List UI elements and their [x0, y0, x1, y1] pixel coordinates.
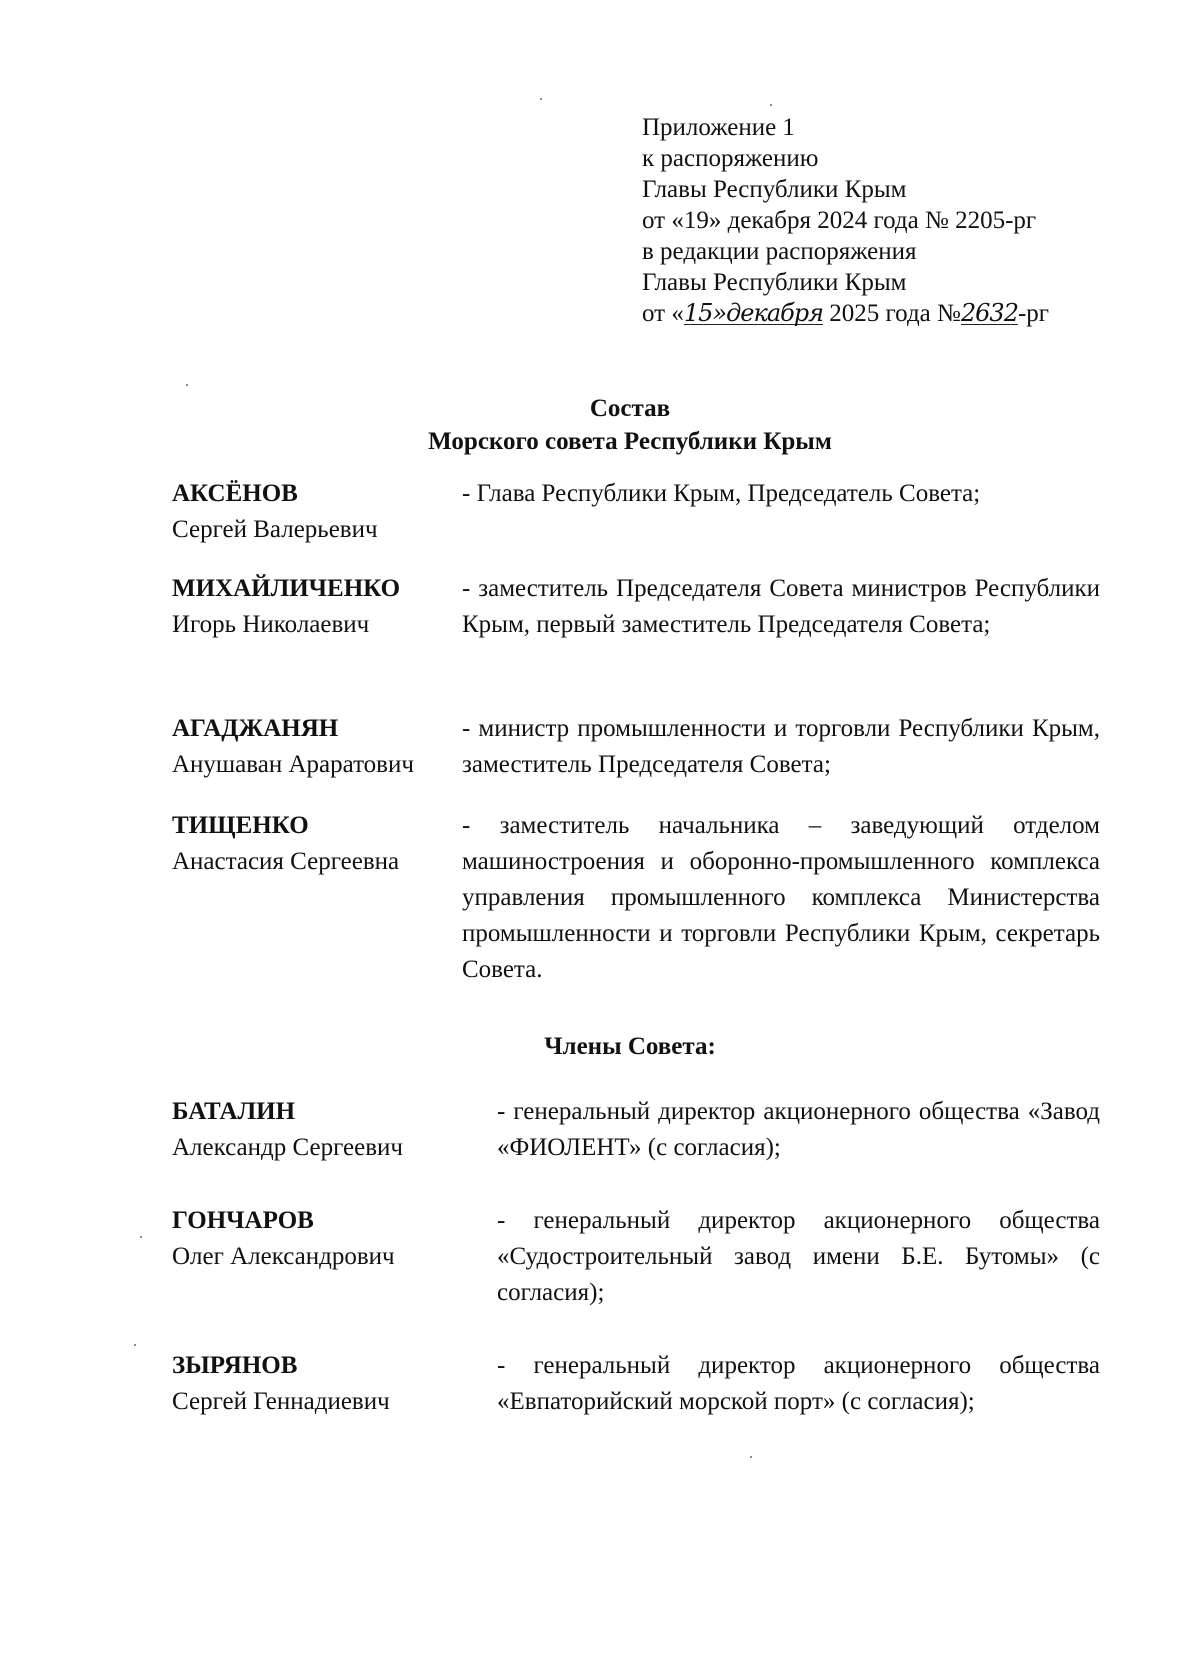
handwritten-month [712, 299, 824, 327]
member-given-name: Олег Александрович [172, 1243, 395, 1270]
handwritten-number [960, 299, 1018, 327]
scan-speck [140, 1236, 142, 1238]
scan-speck [186, 384, 188, 386]
person-given-name: Анушаван Араратович [172, 751, 414, 778]
number-suffix: -рг [1017, 300, 1050, 327]
person-given-name: Анастасия Сергеевна [172, 848, 400, 875]
person-name [172, 808, 462, 880]
date-year: 2025 года № [829, 300, 961, 327]
member-name [172, 1348, 462, 1420]
appendix-line-5: в редакции распоряжения [642, 238, 917, 265]
member-surname: ЗЫРЯНОВ [172, 1352, 298, 1379]
member-name [172, 1094, 462, 1166]
document-subtitle: Морского совета Республики Крым [428, 428, 832, 455]
appendix-line-3: Главы Республики Крым [642, 176, 907, 203]
appendix-line-1: Приложение 1 [642, 114, 795, 141]
scan-speck [770, 104, 772, 106]
handwritten-month-text: »декабря [712, 299, 824, 327]
scan-speck [134, 1344, 136, 1346]
handwritten-number-text: 2632 [960, 299, 1018, 327]
person-role: - заместитель Председателя Совета министров Республики Крым, первый заместитель Председателя Совета; [462, 575, 1100, 638]
person-role: - заместитель начальника – заведующий отделом машиностроения и оборонно-промышленного комплекса управления промышленного комплекса Министерства промышленности и торговли Республики Крым, секретарь Совета. [462, 812, 1100, 983]
appendix-line-7 [642, 298, 1049, 329]
person-name [172, 476, 462, 548]
handwritten-day-text: 15 [683, 299, 713, 327]
scan-speck [540, 98, 542, 100]
person-surname: МИХАЙЛИЧЕНКО [172, 575, 401, 602]
person-role: - Глава Республики Крым, Председатель Совета; [462, 480, 981, 507]
document-title: Состав [589, 395, 671, 422]
person-name [172, 571, 462, 643]
person-given-name: Игорь Николаевич [172, 611, 370, 638]
person-name [172, 711, 462, 783]
person-surname: АГАДЖАНЯН [172, 715, 339, 742]
member-role: - генеральный директор акционерного общества «Завод «ФИОЛЕНТ» (с согласия); [497, 1098, 1100, 1161]
person-role: - министр промышленности и торговли Республики Крым, заместитель Председателя Совета; [462, 715, 1100, 778]
member-given-name: Сергей Геннадиевич [172, 1388, 390, 1415]
appendix-line-4: от «19» декабря 2024 года № 2205-рг [642, 207, 1037, 234]
scan-speck [750, 1456, 752, 1458]
person-surname: ТИЩЕНКО [172, 812, 309, 839]
person-surname: АКСЁНОВ [172, 480, 298, 507]
member-role: - генеральный директор акционерного общества «Судостроительный завод имени Б.Е. Бутомы» (с согласия); [497, 1207, 1100, 1306]
appendix-line-2: к распоряжению [642, 145, 819, 172]
appendix-line-6: Главы Республики Крым [642, 269, 907, 296]
handwritten-day [683, 299, 713, 327]
member-role: - генеральный директор акционерного общества «Евпаторийский морской порт» (с согласия); [497, 1352, 1100, 1415]
member-name [172, 1203, 462, 1275]
member-surname: ГОНЧАРОВ [172, 1207, 314, 1234]
date-prefix: от « [642, 300, 684, 327]
members-section-title: Члены Совета: [544, 1033, 716, 1060]
person-given-name: Сергей Валерьевич [172, 516, 378, 543]
appendix-header [642, 112, 1049, 329]
member-given-name: Александр Сергеевич [172, 1134, 403, 1161]
member-surname: БАТАЛИН [172, 1098, 296, 1125]
